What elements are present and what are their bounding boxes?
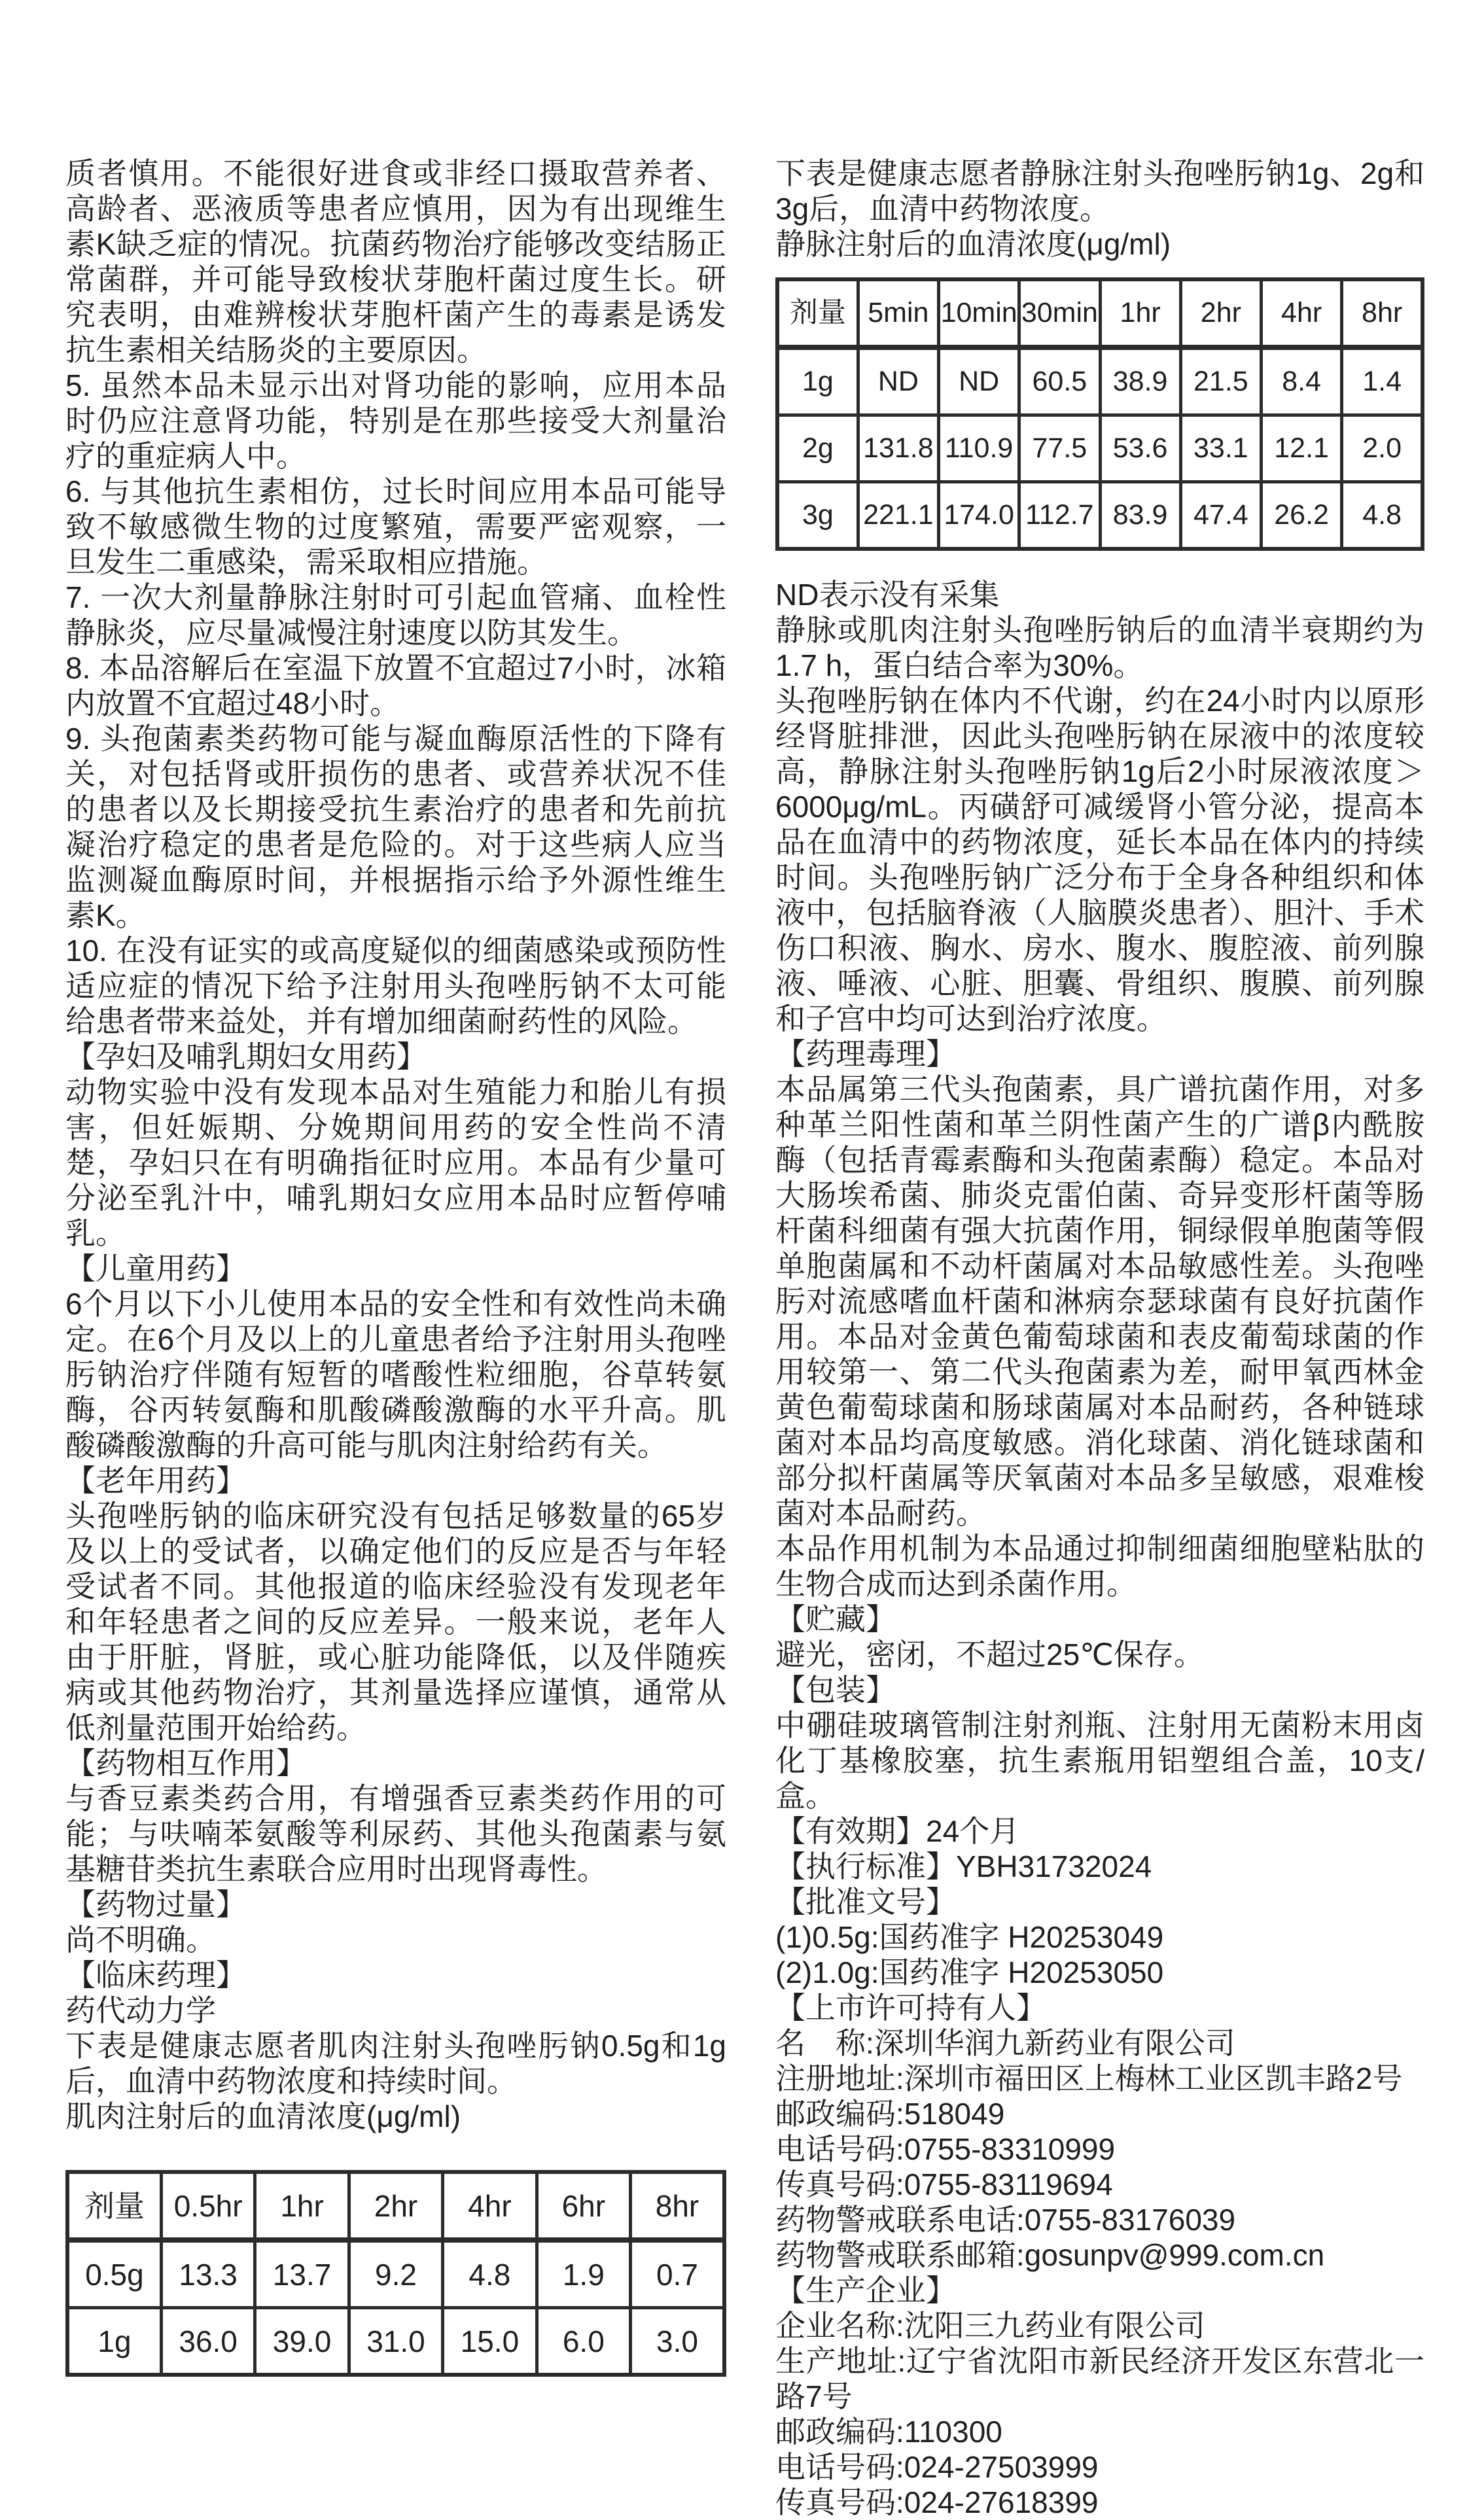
paragraph: 传真号码:0755-83119694 <box>775 2167 1113 2201</box>
table-header-row <box>777 279 1422 347</box>
paragraph: 肌肉注射后的血清浓度(μg/ml) <box>65 2099 461 2133</box>
column-header: 1hr <box>255 2172 349 2240</box>
section-heading: 【药理毒理】 <box>775 1037 956 1071</box>
section-heading: 【儿童用药】 <box>65 1251 246 1286</box>
table-cell: 53.6 <box>1100 415 1180 482</box>
table-cell: 221.1 <box>858 482 938 550</box>
table-cell: 3g <box>777 482 858 550</box>
paragraph: 10. 在没有证实的或高度疑似的细菌感染或预防性适应症的情况下给予注射用头孢唑肟钠不太可能给患者带来益处，并有增加细菌耐药性的风险。 <box>65 934 726 1038</box>
section-heading: 【包装】 <box>775 1673 896 1707</box>
paragraph: 静脉或肌肉注射头孢唑肟钠后的血清半衰期约为1.7 h，蛋白结合率为30%。 <box>775 613 1424 682</box>
paragraph: 中硼硅玻璃管制注射剂瓶、注射用无菌粉末用卤化丁基橡胶塞，抗生素瓶用铝塑组合盖，10支/盒。 <box>775 1708 1424 1813</box>
paragraph: 下表是健康志愿者肌肉注射头孢唑肟钠0.5g和1g后，血清中药物浓度和持续时间。 <box>65 2029 726 2098</box>
table-cell: 83.9 <box>1100 482 1180 550</box>
table-cell: 31.0 <box>349 2308 442 2375</box>
paragraph: 5. 虽然本品未显示出对肾功能的影响，应用本品时仍应注意肾功能，特别是在那些接受大剂量治疗的重症病人中。 <box>65 368 726 473</box>
right-column <box>775 156 1424 2520</box>
column-header: 剂量 <box>777 279 858 347</box>
table-cell: 26.2 <box>1262 482 1342 550</box>
table-cell: 39.0 <box>255 2308 349 2375</box>
paragraph: 动物实验中没有发现本品对生殖能力和胎儿有损害，但妊娠期、分娩期间用药的安全性尚不清楚，孕妇只在有明确指征时应用。本品有少量可分泌至乳汁中，哺乳期妇女应用本品时应暂停哺乳。 <box>65 1075 726 1250</box>
section-heading: 【贮藏】 <box>775 1602 896 1636</box>
table-cell: 21.5 <box>1180 347 1261 415</box>
section-heading: 【有效期】24个月 <box>775 1814 1020 1848</box>
column-header: 10min <box>939 279 1019 347</box>
column-header: 8hr <box>1342 279 1422 347</box>
section-heading: 【药物过量】 <box>65 1887 246 1921</box>
paragraph: 企业名称:沈阳三九药业有限公司 <box>775 2309 1205 2343</box>
table-cell: 9.2 <box>349 2240 442 2308</box>
column-header: 2hr <box>1180 279 1261 347</box>
paragraph: 传真号码:024-27618399 <box>775 2485 1099 2519</box>
table-cell: 2.0 <box>1342 415 1422 482</box>
table-cell: 13.3 <box>161 2240 255 2308</box>
section-heading: 【孕妇及哺乳期妇女用药】 <box>65 1040 427 1074</box>
paragraph: 7. 一次大剂量静脉注射时可引起血管痛、血栓性静脉炎，应尽量减慢注射速度以防其发生。 <box>65 580 726 650</box>
paragraph: 质者慎用。不能很好进食或非经口摄取营养者、高龄者、恶液质等患者应慎用，因为有出现维生素K缺乏症的情况。抗菌药物治疗能够改变结肠正常菌群，并可能导致梭状芽胞杆菌过度生长。研究表明，由难辨梭状芽胞杆菌产生的毒素是诱发抗生素相关结肠炎的主要原因。 <box>65 156 726 367</box>
table-cell: 77.5 <box>1019 415 1100 482</box>
column-header: 1hr <box>1100 279 1180 347</box>
column-header: 2hr <box>349 2172 442 2240</box>
column-header: 8hr <box>631 2172 724 2240</box>
column-header: 6hr <box>537 2172 630 2240</box>
iv-serum-concentration-table <box>775 277 1424 551</box>
table-cell: 131.8 <box>858 415 938 482</box>
table-cell: 15.0 <box>443 2308 537 2375</box>
paragraph: (1)0.5g:国药准字 H20253049 <box>775 1920 1164 1954</box>
table-cell: 1g <box>777 347 858 415</box>
section-heading: 【批准文号】 <box>775 1885 956 1919</box>
table-cell: 12.1 <box>1262 415 1342 482</box>
table-row <box>777 482 1422 550</box>
table-cell: 4.8 <box>1342 482 1422 550</box>
section-heading: 【上市许可持有人】 <box>775 1991 1046 2025</box>
paragraph: 头孢唑肟钠在体内不代谢，约在24小时内以原形经肾脏排泄，因此头孢唑肟钠在尿液中的浓度较高，静脉注射头孢唑肟钠1g后2小时尿液浓度＞6000μg/mL。丙磺舒可减缓肾小管分泌，提高本品在血清中的药物浓度，延长本品在体内的持续时间。头孢唑肟钠广泛分布于全身各种组织和体液中，包括脑脊液（人脑膜炎患者）、胆汁、手术伤口积液、胸水、房水、腹水、腹腔液、前列腺液、唾液、心脏、胆囊、骨组织、腹膜、前列腺和子宫中均可达到治疗浓度。 <box>775 684 1424 1036</box>
section-heading: 【药物相互作用】 <box>65 1746 306 1780</box>
table-cell: 112.7 <box>1019 482 1100 550</box>
paragraph: 注册地址:深圳市福田区上梅林工业区凯丰路2号 <box>775 2061 1403 2095</box>
table-cell: 4.8 <box>443 2240 537 2308</box>
table-cell: 47.4 <box>1180 482 1261 550</box>
table-cell: ND <box>858 347 938 415</box>
table-cell: 1g <box>67 2308 161 2375</box>
paragraph: 与香豆素类药合用，有增强香豆素类药作用的可能；与呋喃苯氨酸等利尿药、其他头孢菌素与氨基糖苷类抗生素联合应用时出现肾毒性。 <box>65 1781 726 1886</box>
column-header: 5min <box>858 279 938 347</box>
table-cell: ND <box>939 347 1019 415</box>
paragraph: 静脉注射后的血清浓度(μg/ml) <box>775 227 1171 261</box>
table-header-row <box>67 2172 724 2240</box>
left-column <box>65 156 726 2377</box>
table-cell: 60.5 <box>1019 347 1100 415</box>
section-heading: 【生产企业】 <box>775 2273 956 2307</box>
section-heading: 【老年用药】 <box>65 1463 246 1497</box>
column-header: 30min <box>1019 279 1100 347</box>
table-row <box>67 2308 724 2375</box>
table-cell: 13.7 <box>255 2240 349 2308</box>
column-header: 4hr <box>443 2172 537 2240</box>
paragraph: 药物警戒联系电话:0755-83176039 <box>775 2203 1236 2237</box>
column-header: 0.5hr <box>161 2172 255 2240</box>
table-row <box>67 2240 724 2308</box>
paragraph: 电话号码:0755-83310999 <box>775 2132 1116 2166</box>
paragraph: 本品作用机制为本品通过抑制细菌细胞壁粘肽的生物合成而达到杀菌作用。 <box>775 1531 1424 1601</box>
table-cell: 6.0 <box>537 2308 630 2375</box>
table-cell: 33.1 <box>1180 415 1261 482</box>
column-header: 剂量 <box>67 2172 161 2240</box>
paragraph: 生产地址:辽宁省沈阳市新民经济开发区东营北一路7号 <box>775 2344 1424 2413</box>
section-heading: 【执行标准】YBH31732024 <box>775 1849 1152 1883</box>
paragraph: 6. 与其他抗生素相仿，过长时间应用本品可能导致不敏感微生物的过度繁殖，需要严密观察，一旦发生二重感染，需采取相应措施。 <box>65 474 726 579</box>
table-cell: 3.0 <box>631 2308 724 2375</box>
table-row <box>777 415 1422 482</box>
paragraph: 药代动力学 <box>65 1993 216 2027</box>
table-cell: 2g <box>777 415 858 482</box>
table-cell: 38.9 <box>1100 347 1180 415</box>
paragraph: (2)1.0g:国药准字 H20253050 <box>775 1955 1164 1989</box>
paragraph: 避光，密闭，不超过25℃保存。 <box>775 1637 1204 1671</box>
paragraph: 电话号码:024-27503999 <box>775 2450 1099 2484</box>
paragraph: 名 称:深圳华润九新药业有限公司 <box>775 2026 1235 2060</box>
table-cell: 174.0 <box>939 482 1019 550</box>
table-cell: 110.9 <box>939 415 1019 482</box>
table-cell: 36.0 <box>161 2308 255 2375</box>
column-header: 4hr <box>1262 279 1342 347</box>
im-serum-concentration-table <box>65 2170 726 2377</box>
paragraph: 下表是健康志愿者静脉注射头孢唑肟钠1g、2g和3g后，血清中药物浓度。 <box>775 156 1424 226</box>
paragraph: 8. 本品溶解后在室温下放置不宜超过7小时，冰箱内放置不宜超过48小时。 <box>65 651 726 720</box>
table-cell: 1.9 <box>537 2240 630 2308</box>
section-heading: 【临床药理】 <box>65 1958 246 1992</box>
paragraph: 尚不明确。 <box>65 1923 216 1957</box>
paragraph: 6个月以下小儿使用本品的安全性和有效性尚未确定。在6个月及以上的儿童患者给予注射用头孢唑肟钠治疗伴随有短暂的嗜酸性粒细胞，谷草转氨酶，谷丙转氨酶和肌酸磷酸激酶的水平升高。肌酸磷酸激酶的升高可能与肌肉注射给药有关。 <box>65 1287 726 1462</box>
paragraph: 药物警戒联系邮箱:gosunpv@999.com.cn <box>775 2238 1325 2272</box>
table-row <box>777 347 1422 415</box>
table-cell: 0.7 <box>631 2240 724 2308</box>
table-cell: 1.4 <box>1342 347 1422 415</box>
table-cell: 8.4 <box>1262 347 1342 415</box>
paragraph: 本品属第三代头孢菌素，具广谱抗菌作用，对多种革兰阳性菌和革兰阴性菌产生的广谱β内酰胺酶（包括青霉素酶和头孢菌素酶）稳定。本品对大肠埃希菌、肺炎克雷伯菌、奇异变形杆菌等肠杆菌科细菌有强大抗菌作用，铜绿假单胞菌等假单胞菌属和不动杆菌属对本品敏感性差。头孢唑肟对流感嗜血杆菌和淋病奈瑟球菌有良好抗菌作用。本品对金黄色葡萄球菌和表皮葡萄球菌的作用较第一、第二代头孢菌素为差，耐甲氧西林金黄色葡萄球菌和肠球菌属对本品耐药，各种链球菌对本品均高度敏感。消化球菌、消化链球菌和部分拟杆菌属等厌氧菌对本品多呈敏感，艰难梭菌对本品耐药。 <box>775 1072 1424 1530</box>
table-cell: 0.5g <box>67 2240 161 2308</box>
paragraph: 头孢唑肟钠的临床研究没有包括足够数量的65岁及以上的受试者，以确定他们的反应是否与年轻受试者不同。其他报道的临床经验没有发现老年和年轻患者之间的反应差异。一般来说，老年人由于肝脏，肾脏，或心脏功能降低，以及伴随疾病或其他药物治疗，其剂量选择应谨慎，通常从低剂量范围开始给药。 <box>65 1499 726 1745</box>
paragraph: 邮政编码:518049 <box>775 2097 1005 2131</box>
paragraph: 9. 头孢菌素类药物可能与凝血酶原活性的下降有关，对包括肾或肝损伤的患者、或营养状况不佳的患者以及长期接受抗生素治疗的患者和先前抗凝治疗稳定的患者是危险的。对于这些病人应当监测凝血酶原时间，并根据指示给予外源性维生素K。 <box>65 722 726 932</box>
paragraph: ND表示没有采集 <box>775 578 1000 612</box>
paragraph: 邮政编码:110300 <box>775 2415 1002 2449</box>
